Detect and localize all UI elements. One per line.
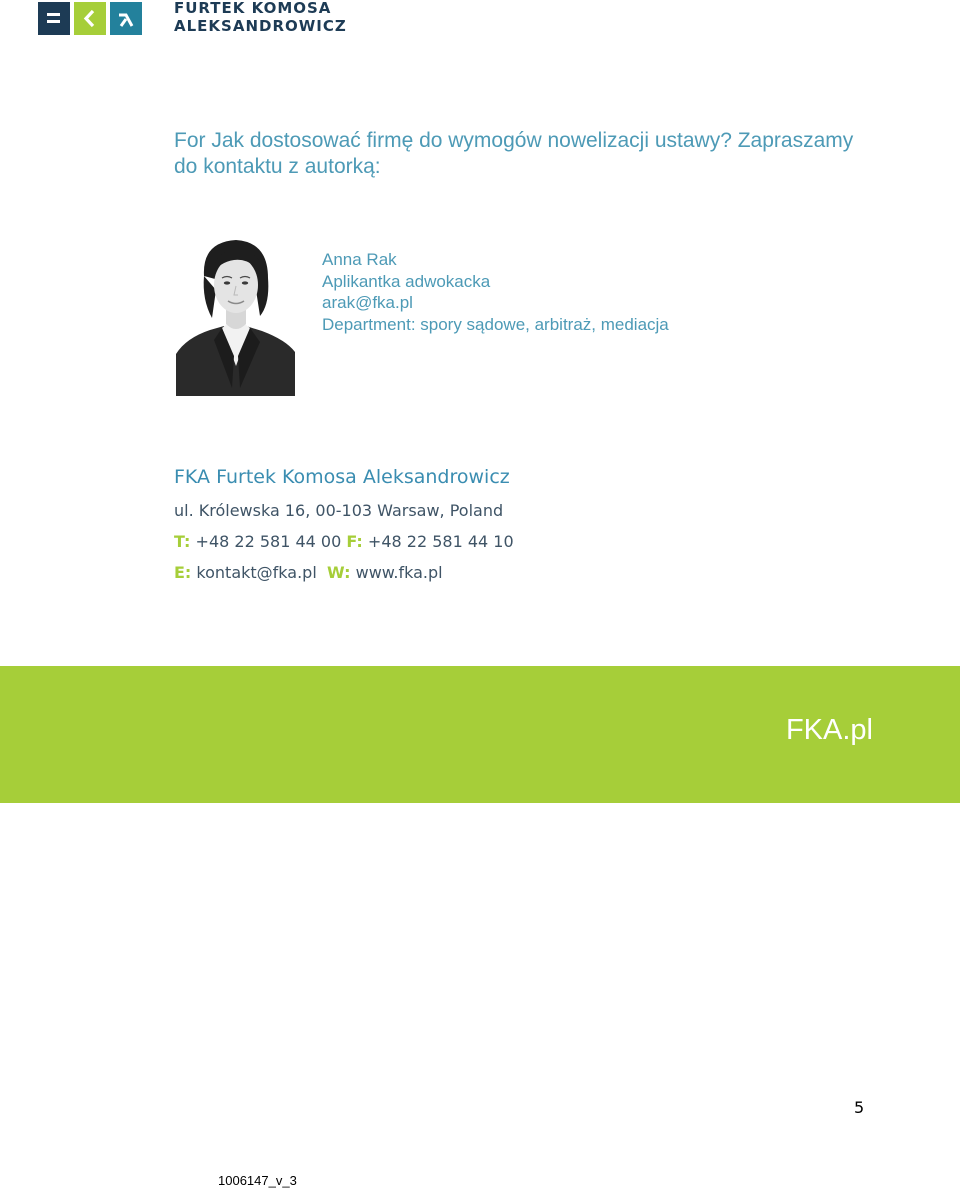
equals-icon <box>38 2 70 35</box>
logo-firm-name-line1: FURTEK KOMOSA <box>174 0 332 17</box>
firm-email-web-line <box>174 563 443 582</box>
phone-number[interactable]: +48 22 581 44 00 <box>195 532 342 551</box>
footer-band <box>0 666 960 803</box>
firm-phone-line <box>174 532 514 551</box>
author-name: Anna Rak <box>322 250 397 269</box>
fax-label: F: <box>346 532 363 551</box>
logo-square-lime <box>74 2 106 35</box>
phone-label: T: <box>174 532 191 551</box>
website-label: W: <box>326 563 351 582</box>
logo-square-navy <box>38 2 70 35</box>
firm-name: FKA Furtek Komosa Aleksandrowicz <box>174 466 510 488</box>
email-label: E: <box>174 563 192 582</box>
firm-email-link[interactable]: kontakt@fka.pl <box>196 563 317 582</box>
author-title: Aplikantka adwokacka <box>322 271 491 291</box>
author-email-link[interactable]: arak@fka.pl <box>322 293 413 312</box>
chevron-left-icon <box>74 2 106 35</box>
lambda-icon <box>110 2 142 35</box>
logo-square-teal <box>110 2 142 35</box>
band-website-link[interactable]: FKA.pl <box>785 714 873 746</box>
page-number: 5 <box>854 1098 865 1117</box>
firm-website-link[interactable]: www.fka.pl <box>355 563 443 582</box>
firm-address: ul. Królewska 16, 00-103 Warsaw, Poland <box>174 501 504 520</box>
author-photo <box>176 238 295 396</box>
logo-firm-name-line2: ALEKSANDROWICZ <box>174 17 347 35</box>
author-contact-block <box>322 249 669 335</box>
author-department: Department: spory sądowe, arbitraż, mediacja <box>322 314 669 334</box>
document-id: 1006147_v_3 <box>218 1173 297 1188</box>
fax-number: +48 22 581 44 10 <box>367 532 514 551</box>
intro-paragraph: For Jak dostosować firmę do wymogów nowelizacji ustawy? Zapraszamy do kontaktu z autorką: <box>174 129 854 178</box>
